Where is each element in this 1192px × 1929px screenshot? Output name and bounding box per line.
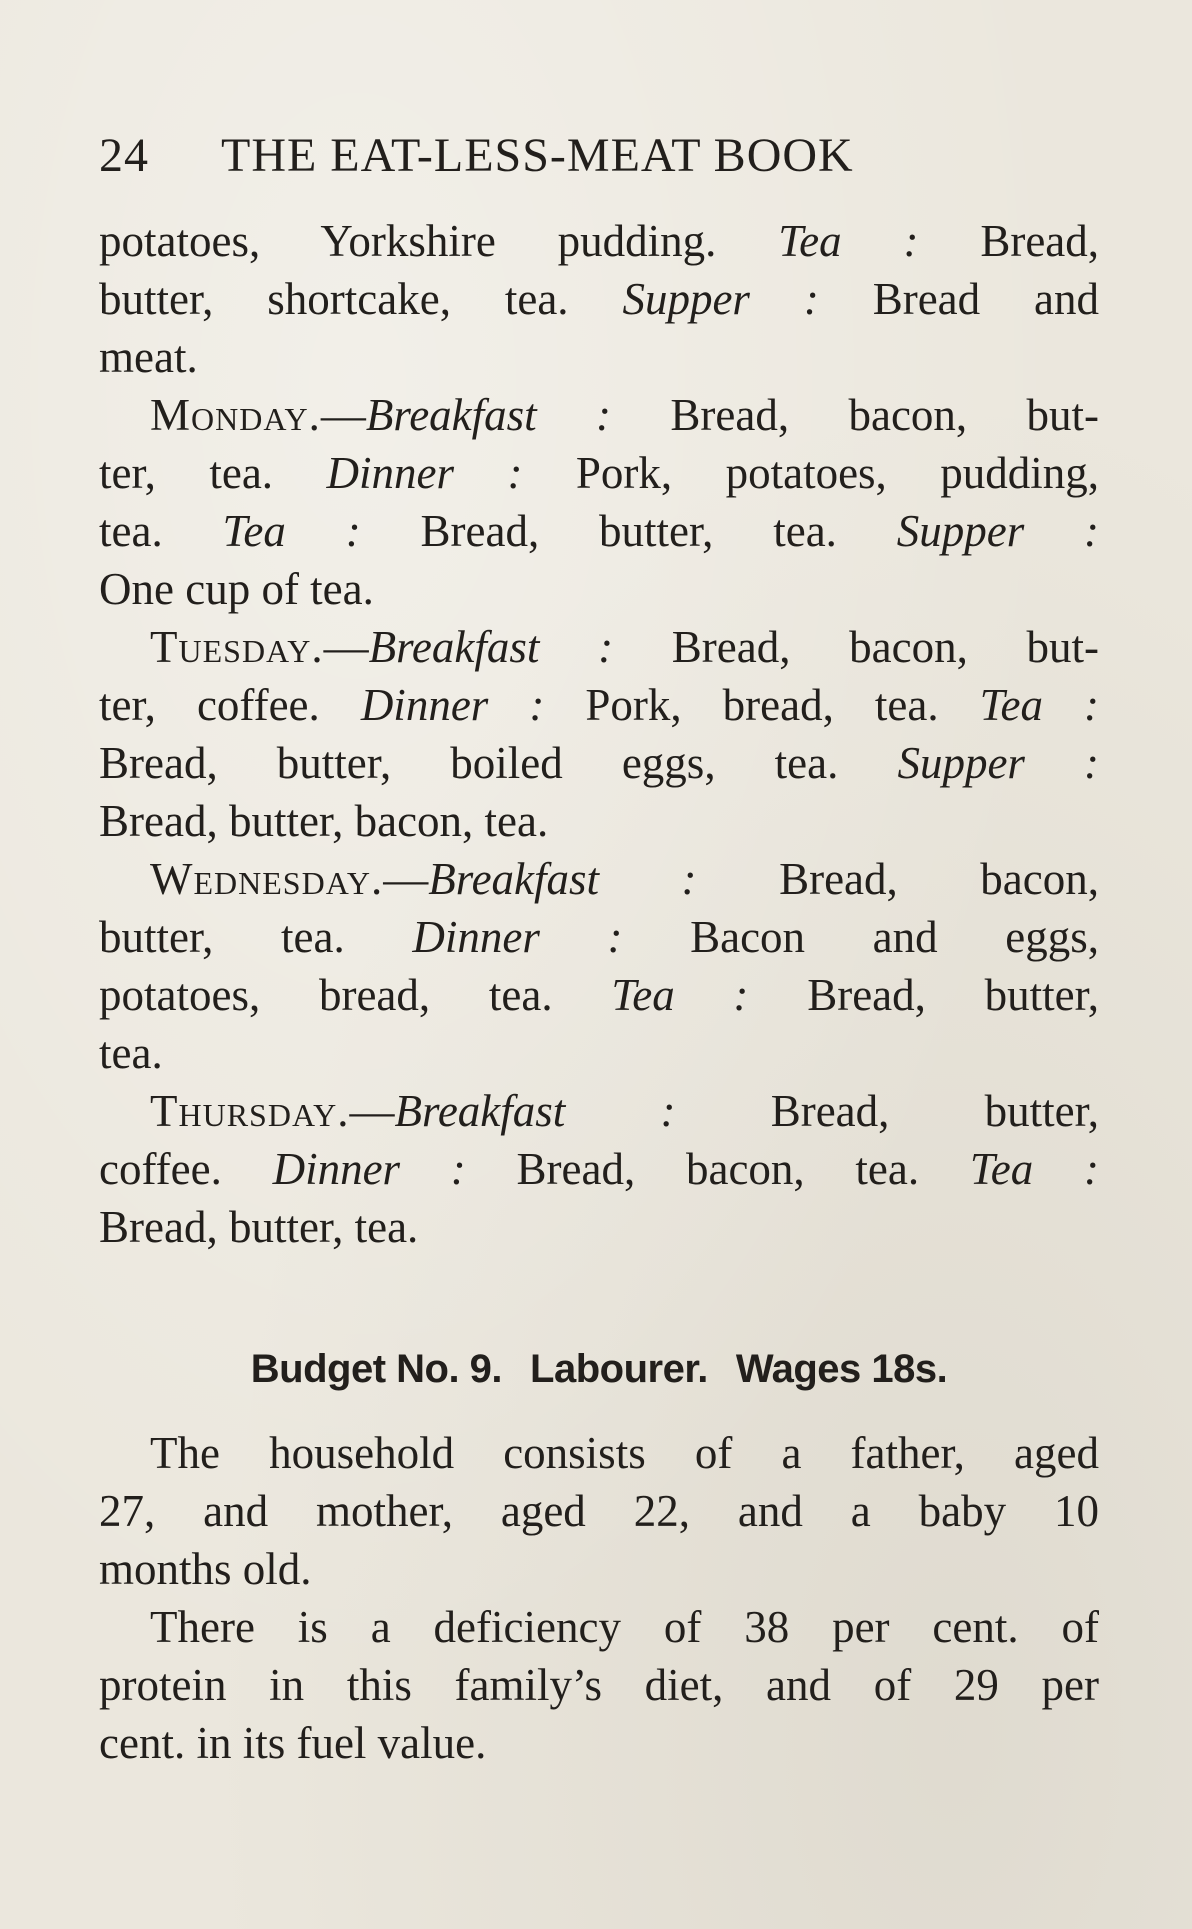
diet-week-text xyxy=(99,212,1099,1256)
budget-number: Budget No. 9. xyxy=(250,1347,503,1391)
meal-label: Breakfast : xyxy=(394,1086,676,1136)
page-number: 24 xyxy=(99,129,149,182)
text-line: cent. in its fuel value. xyxy=(99,1718,487,1768)
meal-label: Tea : xyxy=(778,216,919,266)
meal-label: Tea : xyxy=(611,970,749,1020)
text-line: tea. xyxy=(99,1028,163,1078)
household-paragraph: The household consists of a father, aged xyxy=(150,1428,1099,1478)
monday-entry: Monday.—Breakfast : Bread, bacon, but- xyxy=(150,390,1100,440)
text-line: One cup of tea. xyxy=(99,564,374,614)
meal-label: Tea : xyxy=(979,680,1099,730)
text-line: butter, tea. Dinner : Bacon and eggs, xyxy=(99,912,1099,962)
text-line: potatoes, Yorkshire pudding. Tea : Bread, xyxy=(99,216,1100,266)
deficiency-paragraph: There is a deficiency of 38 per cent. of xyxy=(150,1602,1099,1652)
text-line: protein in this family’s diet, and of 29 per xyxy=(99,1660,1099,1710)
meal-label: Dinner : xyxy=(326,448,523,498)
text-line: months old. xyxy=(99,1544,312,1594)
meal-label: Supper : xyxy=(897,738,1099,788)
thursday-entry: Thursday.—Breakfast : Bread, butter, xyxy=(150,1086,1099,1136)
meal-label: Breakfast : xyxy=(365,390,612,440)
day-name: Monday. xyxy=(150,390,321,440)
text-line: Bread, butter, bacon, tea. xyxy=(99,796,549,846)
meal-label: Supper : xyxy=(622,274,819,324)
running-title: THE EAT-LESS-MEAT BOOK xyxy=(221,129,854,182)
budget-text xyxy=(99,1424,1099,1772)
text-line: butter, shortcake, tea. Supper : Bread and xyxy=(99,274,1100,324)
meal-label: Dinner : xyxy=(272,1144,466,1194)
day-name: Thursday. xyxy=(150,1086,350,1136)
meal-label: Dinner : xyxy=(360,680,545,730)
text-line: ter, tea. Dinner : Pork, potatoes, pudding, xyxy=(99,448,1100,498)
text-line: potatoes, bread, tea. Tea : Bread, butter, xyxy=(99,970,1100,1020)
text-line: coffee. Dinner : Bread, bacon, tea. Tea : xyxy=(99,1144,1099,1194)
budget-occupation: Labourer. xyxy=(530,1347,708,1391)
meal-label: Tea : xyxy=(222,506,361,556)
wednesday-entry: Wednesday.—Breakfast : Bread, bacon, xyxy=(150,854,1099,904)
text-line: Bread, butter, boiled eggs, tea. Supper : xyxy=(99,738,1099,788)
budget-heading xyxy=(99,1347,1099,1392)
budget-wages: Wages 18s. xyxy=(735,1347,948,1391)
tuesday-entry: Tuesday.—Breakfast : Bread, bacon, but- xyxy=(150,622,1099,672)
text-line: meat. xyxy=(99,332,198,382)
text-line: 27, and mother, aged 22, and a baby 10 xyxy=(99,1486,1099,1536)
day-name: Wednesday. xyxy=(150,854,384,904)
text-line: tea. Tea : Bread, butter, tea. Supper : xyxy=(99,506,1100,556)
meal-label: Dinner : xyxy=(412,912,623,962)
meal-label: Breakfast : xyxy=(368,622,614,672)
text-line: ter, coffee. Dinner : Pork, bread, tea. Tea : xyxy=(99,680,1099,730)
text-line: Bread, butter, tea. xyxy=(99,1202,419,1252)
running-head xyxy=(99,128,1099,183)
meal-label: Tea : xyxy=(969,1144,1099,1194)
meal-label: Supper : xyxy=(896,506,1100,556)
day-name: Tuesday. xyxy=(150,622,324,672)
meal-label: Breakfast : xyxy=(428,854,697,904)
